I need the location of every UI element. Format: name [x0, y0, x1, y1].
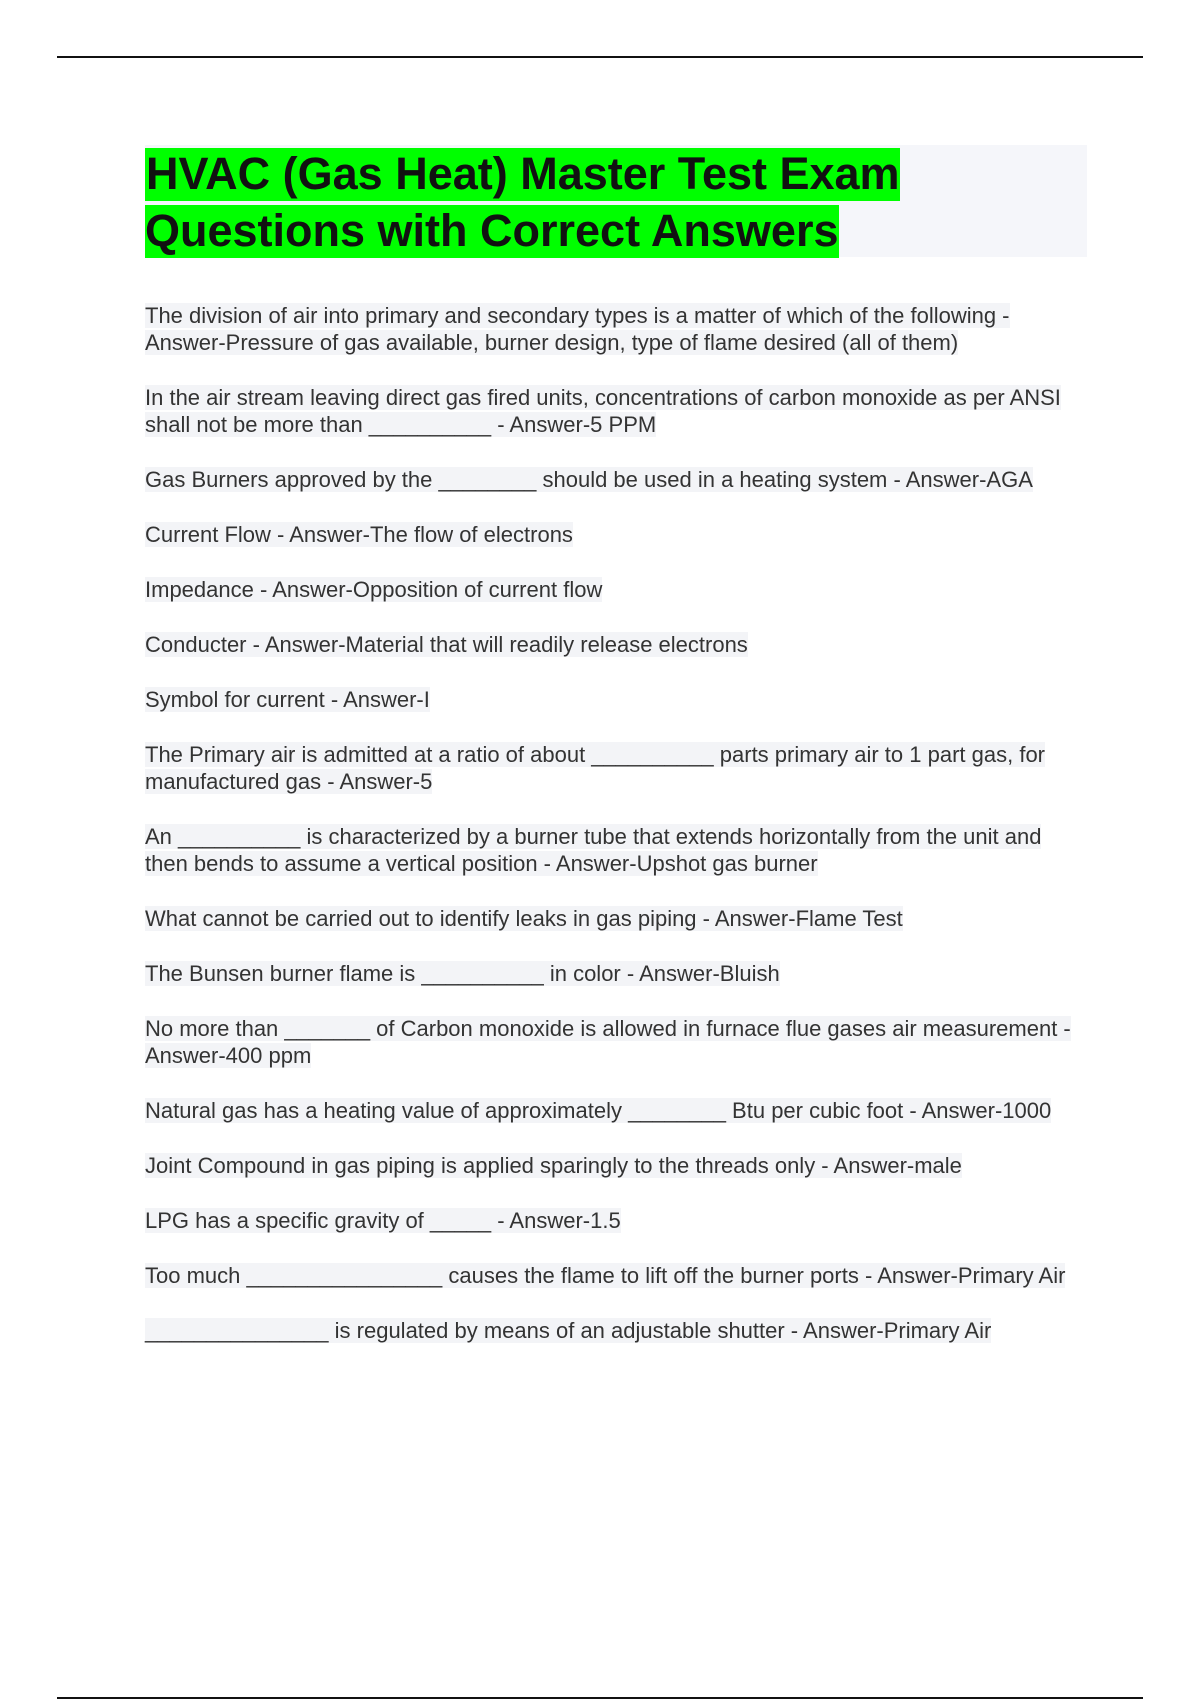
qa-text: An __________ is characterized by a burner tube that extends horizontally from the unit and then bends to assume a vertical position - Answer-Upshot gas burner: [145, 824, 1042, 876]
qa-item: [145, 576, 1090, 603]
qa-text: What cannot be carried out to identify leaks in gas piping - Answer-Flame Test: [145, 906, 903, 931]
qa-text: No more than _______ of Carbon monoxide is allowed in furnace flue gases air measurement - Answer-400 ppm: [145, 1016, 1071, 1068]
qa-text: _______________ is regulated by means of an adjustable shutter - Answer-Primary Air: [145, 1318, 992, 1343]
qa-item: [145, 1097, 1090, 1124]
qa-item: [145, 905, 1090, 932]
qa-text: The division of air into primary and secondary types is a matter of which of the following - Answer-Pressure of gas available, burner design, type of flame desired (all of them): [145, 303, 1010, 355]
qa-item: [145, 741, 1090, 795]
qa-text: The Bunsen burner flame is __________ in color - Answer-Bluish: [145, 961, 780, 986]
qa-text: LPG has a specific gravity of _____ - Answer-1.5: [145, 1208, 621, 1233]
title-block: [145, 145, 1087, 257]
qa-text: Joint Compound in gas piping is applied sparingly to the threads only - Answer-male: [145, 1153, 962, 1178]
qa-item: [145, 1207, 1090, 1234]
qa-text: In the air stream leaving direct gas fired units, concentrations of carbon monoxide as per ANSI shall not be more than __________ - Answer-5 PPM: [145, 385, 1061, 437]
qa-item: [145, 302, 1090, 356]
qa-text: Current Flow - Answer-The flow of electrons: [145, 522, 573, 547]
qa-item: [145, 384, 1090, 438]
bottom-rule: [57, 1697, 1143, 1699]
qa-item: [145, 631, 1090, 658]
qa-item: [145, 686, 1090, 713]
qa-item: [145, 823, 1090, 877]
qa-item: [145, 521, 1090, 548]
qa-text: Gas Burners approved by the ________ should be used in a heating system - Answer-AGA: [145, 467, 1033, 492]
qa-text: Conducter - Answer-Material that will readily release electrons: [145, 632, 748, 657]
qa-item: [145, 1152, 1090, 1179]
top-rule: [57, 56, 1143, 58]
qa-item: [145, 1262, 1090, 1289]
qa-text: Symbol for current - Answer-I: [145, 687, 430, 712]
qa-text: Too much ________________ causes the flame to lift off the burner ports - Answer-Primary Air: [145, 1263, 1066, 1288]
qa-item: [145, 1317, 1090, 1344]
qa-text: The Primary air is admitted at a ratio of about __________ parts primary air to 1 part gas, for manufactured gas - Answer-5: [145, 742, 1046, 794]
qa-text: Natural gas has a heating value of approximately ________ Btu per cubic foot - Answer-1000: [145, 1098, 1052, 1123]
qa-text: Impedance - Answer-Opposition of current flow: [145, 577, 603, 602]
qa-item: [145, 466, 1090, 493]
document-title-text: HVAC (Gas Heat) Master Test Exam Questions with Correct Answers: [145, 148, 900, 256]
document-title: [145, 145, 1087, 259]
qa-list: [145, 302, 1090, 1372]
qa-item: [145, 1015, 1090, 1069]
qa-item: [145, 960, 1090, 987]
